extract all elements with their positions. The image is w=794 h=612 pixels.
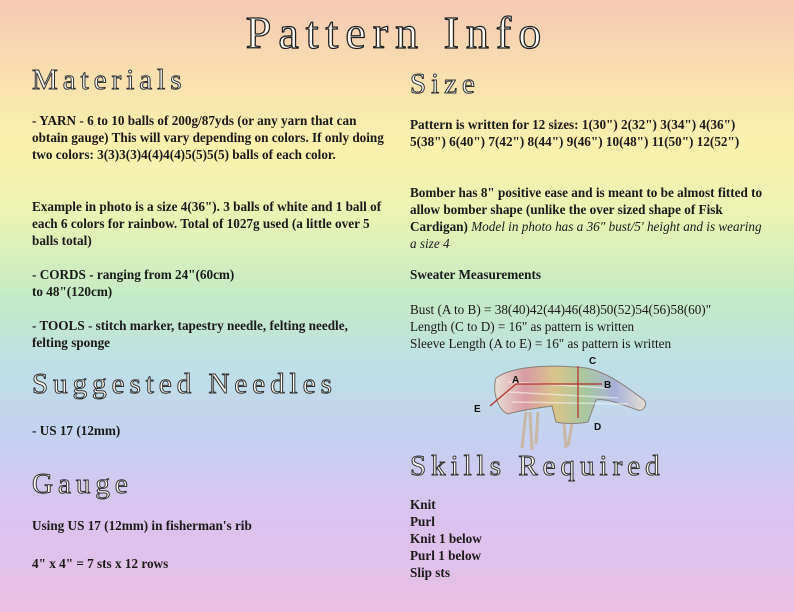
diagram-label-c: C [589, 356, 597, 367]
cords-paragraph [32, 266, 384, 300]
ease-text: Bomber has 8" positive ease and is meant to be almost fitted to allow bomber shape (unlike the over sized shape of Fisk Cardigan) [410, 185, 763, 234]
yarn-paragraph [32, 112, 384, 163]
cords-label: - CORDS - [32, 267, 94, 282]
measurements-list [410, 301, 770, 352]
skills-list [410, 496, 482, 581]
diagram-label-e: E [474, 404, 481, 415]
sleeve-measurement: Sleeve Length (A to E) = 16" as pattern is written [410, 336, 672, 351]
length-measurement: Length (C to D) = 16" as pattern is written [410, 319, 635, 334]
diagram-label-d: D [594, 422, 602, 433]
example-paragraph: Example in photo is a size 4(36"). 3 balls of white and 1 ball of each 6 colors for rainbow. Total of 1027g used (a little over 5 balls total) [32, 199, 382, 248]
gauge-line2: 4" x 4" = 7 sts x 12 rows [32, 556, 169, 571]
yarn-label: - YARN - 6 to 10 balls of [32, 113, 169, 128]
skill-item: Knit [410, 497, 436, 512]
yarn-text: 200g/87yds (or any yarn that can obtain gauge) This will vary depending on colors. If only doing two colors: 3(3)3(3)4(4)4(4)5(5)5(5) balls of each color. [32, 113, 384, 162]
needles-heading: Suggested Needles [32, 368, 337, 400]
needles-text: - US 17 (12mm) [32, 423, 121, 438]
materials-heading: Materials [32, 64, 187, 96]
diagram-label-b: B [604, 380, 612, 391]
model-note: Model in photo has a 36" bust/5' height and is wearing a size 4 [410, 219, 762, 251]
tools-paragraph [32, 317, 384, 351]
skill-item: Purl 1 below [410, 548, 482, 563]
page-title: Pattern Info [245, 7, 549, 58]
skill-item: Purl [410, 514, 435, 529]
sizes-paragraph: Pattern is written for 12 sizes: 1(30") 2(32") 3(34") 4(36") 5(38") 6(40") 7(42") 8(44") 9(46") 10(48") 11(50") 12(52") [410, 117, 740, 149]
tools-text: stitch marker, tapestry needle, felting needle, felting sponge [32, 318, 348, 350]
skills-heading: Skills Required [410, 450, 665, 482]
gauge-heading: Gauge [32, 468, 133, 500]
cords-line2: to 48"(120cm) [32, 284, 113, 299]
size-heading: Size [410, 68, 480, 100]
skill-item: Slip sts [410, 565, 450, 580]
bust-measurement: Bust (A to B) = 38(40)42(44)46(48)50(52)54(56)58(60)" [410, 302, 712, 317]
skill-item: Knit 1 below [410, 531, 482, 546]
cords-line1: ranging from 24"(60cm) [96, 267, 235, 282]
diagram-label-a: A [512, 375, 520, 386]
tools-label: - TOOLS - [32, 318, 93, 333]
gauge-line1: Using US 17 (12mm) in fisherman's rib [32, 518, 252, 533]
ease-paragraph [410, 184, 766, 252]
sweater-diagram [468, 352, 658, 452]
measurements-heading: Sweater Measurements [410, 267, 541, 282]
